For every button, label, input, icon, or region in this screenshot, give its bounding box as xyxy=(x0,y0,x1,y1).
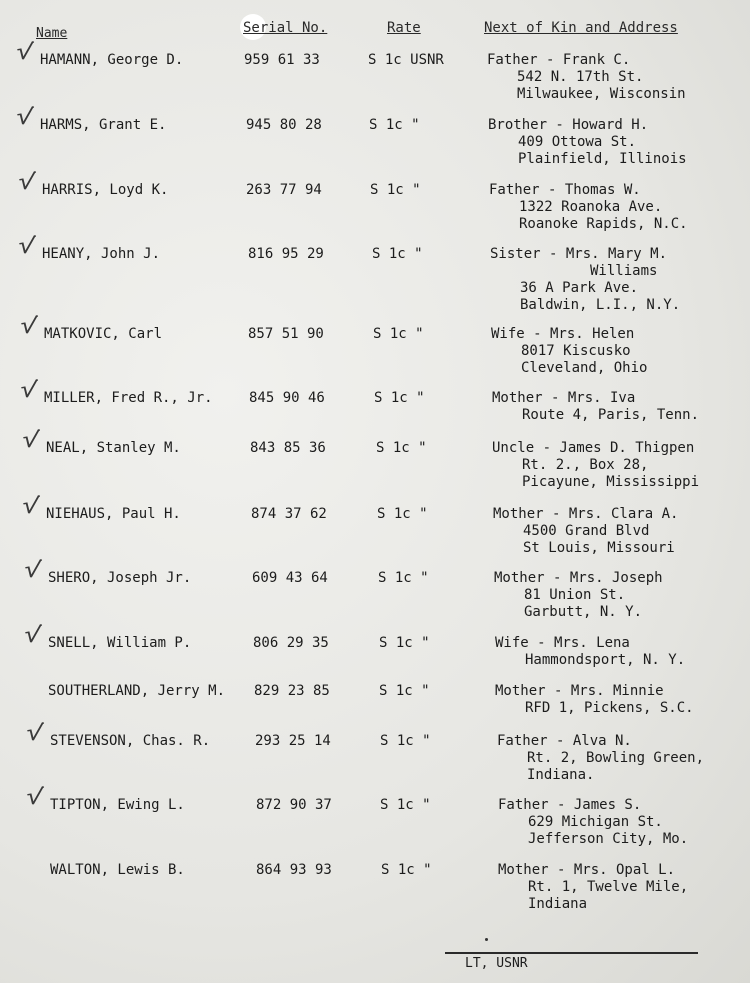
row-kin xyxy=(497,733,704,784)
kin-line: 4500 Grand Blvd xyxy=(523,523,650,539)
row-kin xyxy=(493,506,678,557)
row-name: MILLER, Fred R., Jr. xyxy=(44,390,213,406)
kin-line: Indiana xyxy=(528,896,588,912)
row-rate: S 1c " xyxy=(381,862,432,878)
row-kin xyxy=(492,440,699,491)
row-serial: 609 43 64 xyxy=(252,570,328,586)
row-kin xyxy=(495,683,694,717)
header-name: Name xyxy=(36,26,68,41)
kin-line: Mother - Mrs. Minnie xyxy=(495,683,664,699)
row-kin xyxy=(489,182,688,233)
checkmark-icon: √ xyxy=(14,39,35,66)
row-serial: 945 80 28 xyxy=(246,117,322,133)
row-kin xyxy=(488,117,687,168)
header-rate: Rate xyxy=(387,20,421,36)
row-rate: S 1c " xyxy=(376,440,427,456)
kin-line: Father - Alva N. xyxy=(497,733,632,749)
kin-line: Mother - Mrs. Joseph xyxy=(494,570,663,586)
checkmark-icon: √ xyxy=(20,493,41,520)
row-serial: 857 51 90 xyxy=(248,326,324,342)
kin-line: 409 Ottowa St. xyxy=(518,134,637,150)
kin-line: 8017 Kiscusko xyxy=(521,343,631,359)
checkmark-icon: √ xyxy=(22,622,43,649)
checkmark-icon: √ xyxy=(24,720,45,747)
kin-line: Roanoke Rapids, N.C. xyxy=(519,216,688,232)
kin-line: Rt. 1, Twelve Mile, xyxy=(528,879,689,895)
kin-line: 36 A Park Ave. xyxy=(520,280,639,296)
row-kin xyxy=(498,797,688,848)
checkmark-icon: √ xyxy=(24,784,45,811)
signature-label: LT, USNR xyxy=(465,956,528,971)
row-kin xyxy=(487,52,686,103)
kin-line: Uncle - James D. Thigpen xyxy=(492,440,695,456)
row-rate: S 1c " xyxy=(370,182,421,198)
row-rate: S 1c " xyxy=(380,797,431,813)
kin-line: Father - Frank C. xyxy=(487,52,631,68)
row-serial: 263 77 94 xyxy=(246,182,322,198)
kin-line: 629 Michigan St. xyxy=(528,814,663,830)
checkmark-icon: √ xyxy=(16,169,37,196)
kin-line: St Louis, Missouri xyxy=(523,540,675,556)
row-rate: S 1c " xyxy=(372,246,423,262)
kin-line: 81 Union St. xyxy=(524,587,626,603)
row-name: NEAL, Stanley M. xyxy=(46,440,181,456)
row-rate: S 1c " xyxy=(369,117,420,133)
row-rate: S 1c " xyxy=(374,390,425,406)
row-serial: 872 90 37 xyxy=(256,797,332,813)
kin-line: Mother - Mrs. Opal L. xyxy=(498,862,676,878)
kin-line: Picayune, Mississippi xyxy=(522,474,700,490)
row-serial: 829 23 85 xyxy=(254,683,330,699)
row-serial: 293 25 14 xyxy=(255,733,331,749)
row-rate: S 1c " xyxy=(373,326,424,342)
row-name: SNELL, William P. xyxy=(48,635,192,651)
row-name: SOUTHERLAND, Jerry M. xyxy=(48,683,226,699)
kin-line: Garbutt, N. Y. xyxy=(524,604,643,620)
row-name: MATKOVIC, Carl xyxy=(44,326,163,342)
kin-line: Cleveland, Ohio xyxy=(521,360,648,376)
kin-line: Hammondsport, N. Y. xyxy=(525,652,686,668)
header-serial: Serial No. xyxy=(243,20,328,36)
row-name: HARRIS, Loyd K. xyxy=(42,182,169,198)
row-kin xyxy=(491,326,647,377)
checkmark-icon: √ xyxy=(18,377,39,404)
row-rate: S 1c " xyxy=(379,635,430,651)
kin-line: Plainfield, Illinois xyxy=(518,151,687,167)
checkmark-icon: √ xyxy=(14,104,35,131)
row-rate: S 1c " xyxy=(380,733,431,749)
row-name: HARMS, Grant E. xyxy=(40,117,167,133)
row-name: HAMANN, George D. xyxy=(40,52,184,68)
row-kin xyxy=(492,390,699,424)
row-name: TIPTON, Ewing L. xyxy=(50,797,185,813)
row-rate: S 1c USNR xyxy=(368,52,444,68)
row-name: SHERO, Joseph Jr. xyxy=(48,570,192,586)
row-rate: S 1c " xyxy=(378,570,429,586)
ink-dot xyxy=(485,938,488,941)
kin-line: 542 N. 17th St. xyxy=(517,69,644,85)
row-rate: S 1c " xyxy=(377,506,428,522)
row-name: NIEHAUS, Paul H. xyxy=(46,506,181,522)
row-name: WALTON, Lewis B. xyxy=(50,862,185,878)
row-serial: 806 29 35 xyxy=(253,635,329,651)
checkmark-icon: √ xyxy=(16,233,37,260)
row-serial: 843 85 36 xyxy=(250,440,326,456)
row-kin xyxy=(495,635,685,669)
kin-line: Route 4, Paris, Tenn. xyxy=(522,407,700,423)
kin-line: Rt. 2., Box 28, xyxy=(522,457,649,473)
row-serial: 816 95 29 xyxy=(248,246,324,262)
kin-line: Wife - Mrs. Helen xyxy=(491,326,635,342)
kin-line: Williams xyxy=(590,263,658,279)
checkmark-icon: √ xyxy=(18,313,39,340)
kin-line: Jefferson City, Mo. xyxy=(528,831,689,847)
kin-line: Father - Thomas W. xyxy=(489,182,641,198)
kin-line: Mother - Mrs. Iva xyxy=(492,390,636,406)
header-kin: Next of Kin and Address xyxy=(484,20,678,36)
kin-line: Rt. 2, Bowling Green, xyxy=(527,750,705,766)
row-rate: S 1c " xyxy=(379,683,430,699)
kin-line: Indiana. xyxy=(527,767,595,783)
kin-line: Mother - Mrs. Clara A. xyxy=(493,506,679,522)
row-serial: 874 37 62 xyxy=(251,506,327,522)
kin-line: Brother - Howard H. xyxy=(488,117,649,133)
kin-line: Milwaukee, Wisconsin xyxy=(517,86,686,102)
row-serial: 959 61 33 xyxy=(244,52,320,68)
checkmark-icon: √ xyxy=(22,557,43,584)
kin-line: 1322 Roanoka Ave. xyxy=(519,199,663,215)
row-name: HEANY, John J. xyxy=(42,246,161,262)
kin-line: Wife - Mrs. Lena xyxy=(495,635,630,651)
kin-line: Sister - Mrs. Mary M. xyxy=(490,246,668,262)
kin-line: RFD 1, Pickens, S.C. xyxy=(525,700,694,716)
row-kin xyxy=(490,246,680,314)
kin-line: Baldwin, L.I., N.Y. xyxy=(520,297,681,313)
row-serial: 864 93 93 xyxy=(256,862,332,878)
kin-line: Father - James S. xyxy=(498,797,642,813)
row-name: STEVENSON, Chas. R. xyxy=(50,733,211,749)
checkmark-icon: √ xyxy=(20,427,41,454)
row-serial: 845 90 46 xyxy=(249,390,325,406)
row-kin xyxy=(494,570,663,621)
row-kin xyxy=(498,862,688,913)
signature-line xyxy=(445,952,698,954)
